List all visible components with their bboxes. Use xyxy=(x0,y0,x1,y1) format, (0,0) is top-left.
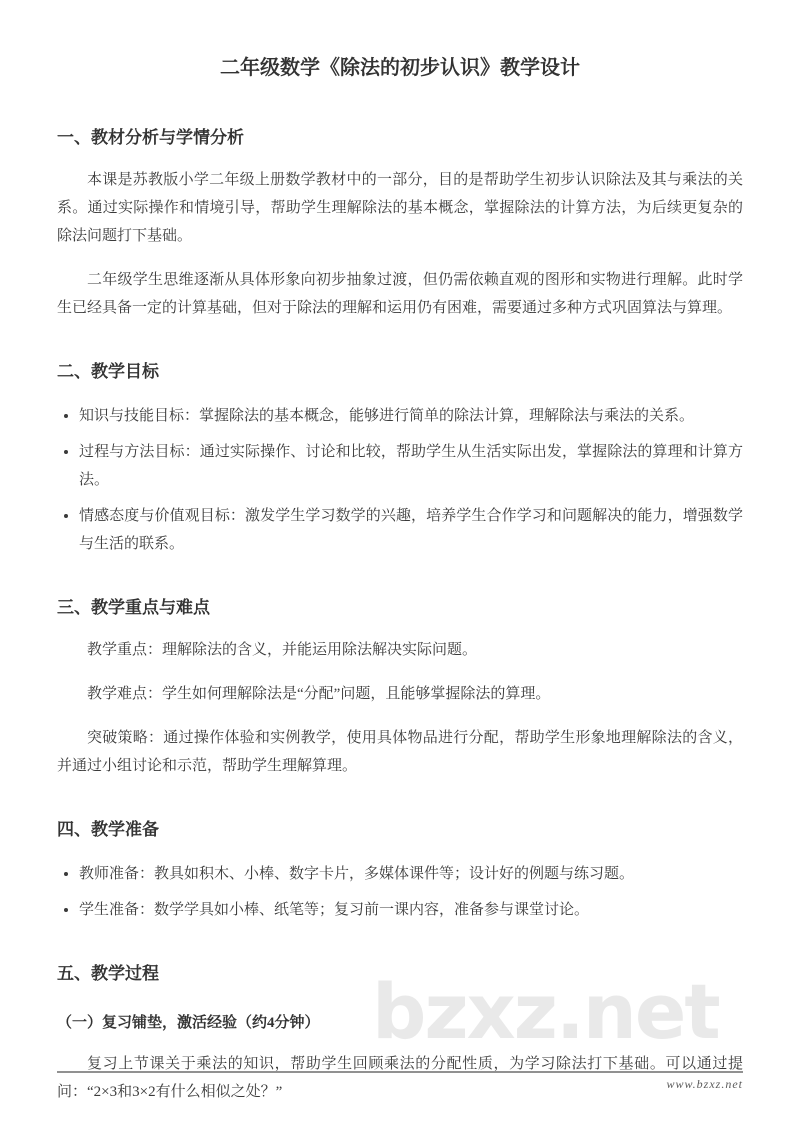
section-heading: 二、教学目标 xyxy=(57,362,159,381)
paragraph: 复习上节课关于乘法的知识，帮助学生回顾乘法的分配性质，为学习除法打下基础。可以通过提问：“2×3和3×2有什么相似之处？” xyxy=(57,1056,743,1100)
list-item: • 过程与方法目标：通过实际操作、讨论和比较，帮助学生从生活实际出发，掌握除法的算理和计算方法。 xyxy=(79,438,743,494)
footer-url: www.bzxz.net xyxy=(666,1077,743,1091)
list-item: • 知识与技能目标：掌握除法的基本概念，能够进行简单的除法计算，理解除法与乘法的关系。 xyxy=(79,402,743,430)
section-heading: 三、教学重点与难点 xyxy=(57,598,210,617)
paragraph: 教学难点：学生如何理解除法是“分配”问题，且能够掌握除法的算理。 xyxy=(87,686,551,702)
document-title: 二年级数学《除法的初步认识》教学设计 xyxy=(220,57,580,79)
section-heading: 五、教学过程 xyxy=(57,964,159,983)
section-teaching-goals xyxy=(57,360,743,558)
section-material-analysis xyxy=(57,126,743,322)
goal-list xyxy=(57,402,743,558)
subsection-heading: （一）复习铺垫，激活经验（约4分钟） xyxy=(57,1015,320,1031)
paragraph: 本课是苏教版小学二年级上册数学教材中的一部分，目的是帮助学生初步认识除法及其与乘法的关系。通过实际操作和情境引导，帮助学生理解除法的基本概念，掌握除法的计算方法，为后续更复杂的除法问题打下基础。 xyxy=(57,172,743,244)
section-heading: 一、教材分析与学情分析 xyxy=(57,128,244,147)
section-heading: 四、教学准备 xyxy=(57,820,159,839)
paragraph: 教学重点：理解除法的含义，并能运用除法解决实际问题。 xyxy=(87,642,478,658)
list-item: • 学生准备：数学学具如小棒、纸笔等；复习前一课内容，准备参与课堂讨论。 xyxy=(79,896,743,924)
list-item: • 情感态度与价值观目标：激发学生学习数学的兴趣，培养学生合作学习和问题解决的能力，增强数学与生活的联系。 xyxy=(79,502,743,558)
list-item: • 教师准备：教具如积木、小棒、数字卡片，多媒体课件等；设计好的例题与练习题。 xyxy=(79,860,743,888)
paragraph: 二年级学生思维逐渐从具体形象向初步抽象过渡，但仍需依赖直观的图形和实物进行理解。此时学生已经具备一定的计算基础，但对于除法的理解和运用仍有困难，需要通过多种方式巩固算法与算理。 xyxy=(57,272,743,316)
preparation-list xyxy=(57,860,743,924)
watermark: bzxz.net xyxy=(372,967,719,1056)
page-footer xyxy=(57,1071,743,1092)
section-key-points xyxy=(57,596,743,780)
paragraph: 突破策略：通过操作体验和实例教学，使用具体物品进行分配，帮助学生形象地理解除法的含义，并通过小组讨论和示范，帮助学生理解算理。 xyxy=(57,730,743,774)
section-preparation xyxy=(57,818,743,924)
